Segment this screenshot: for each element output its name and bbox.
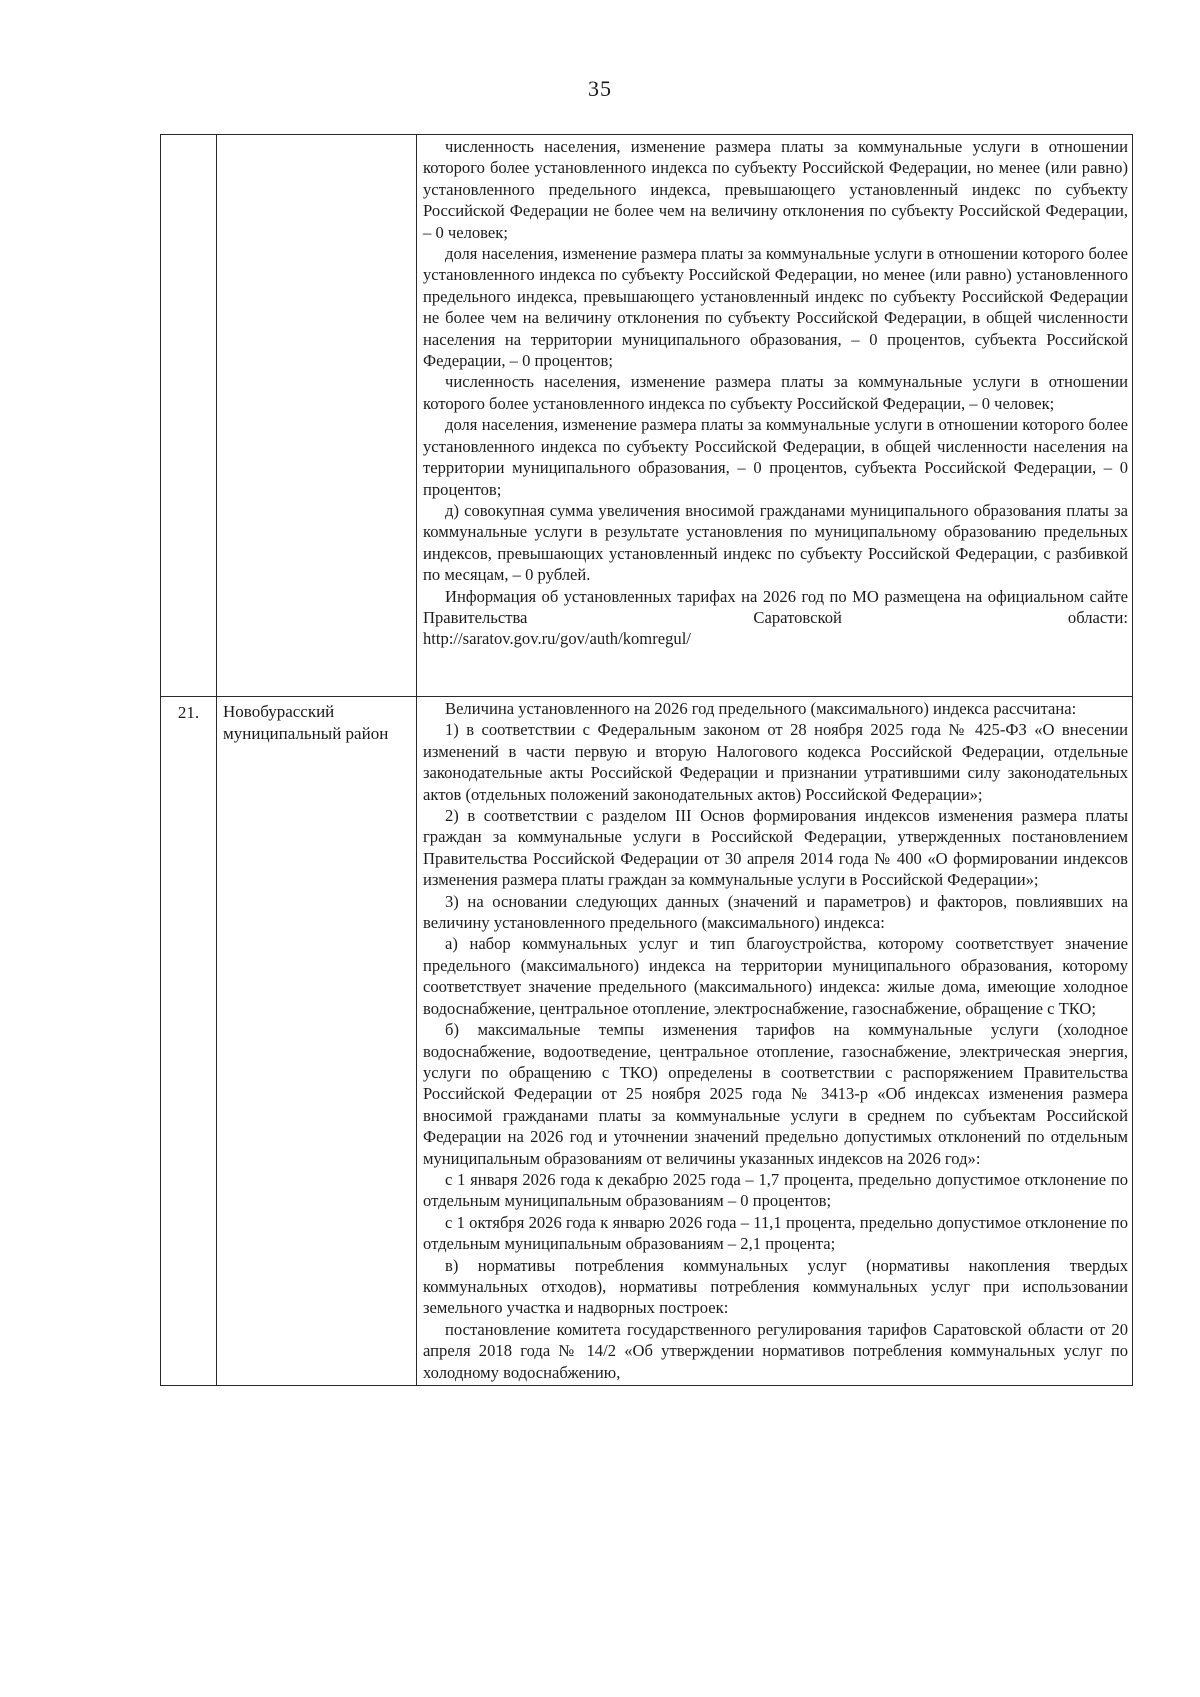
paragraph: численность населения, изменение размера платы за коммунальные услуги в отношении которого более установленного индекса по субъекту Российской Федерации, – 0 человек; [423, 372, 1128, 413]
paragraph: доля населения, изменение размера платы за коммунальные услуги в отношении которого более установленного индекса по субъекту Российской Федерации, но менее (или равно) установленного предельного индекса, превышающего установленный индекс по субъекту Российской Федерации не более чем на величину отклонения по субъекту Российской Федерации, в общей численности населения на территории муниципального образования, – 0 процентов, субъекта Российской Федерации, – 0 процентов; [423, 244, 1128, 371]
paragraph: с 1 января 2026 года к декабрю 2025 года – 1,7 процента, предельно допустимое отклонение по отдельным муниципальным образованиям – 0 процентов; [423, 1169, 1128, 1211]
paragraph: Величина установленного на 2026 год предельного (максимального) индекса рассчитана: [445, 699, 1077, 718]
komregul-link[interactable]: http://saratov.gov.ru/gov/auth/komregul/ [423, 629, 691, 649]
paragraph: Информация об установленных тарифах на 2026 год по МО размещена на официальном сайте Правительства Саратовской области: [423, 586, 1128, 627]
paragraph: а) набор коммунальных услуг и тип благоустройства, которому соответствует значение предельного (максимального) индекса на территории муниципального образования, которому соответствует значение предельного (максимального) индекса: жилые дома, имеющие холодное водоснабжение, центральное отопление, электроснабжение, газоснабжение, обращение с ТКО; [423, 934, 1128, 1018]
paragraph: 2) в соответствии с разделом III Основ формирования индексов изменения размера платы граждан за коммунальные услуги в Российской Федерации, утвержденных постановлением Правительства Российской Федерации от 30 апреля 2014 года № 400 «О формировании индексов изменения размера платы граждан за коммунальные услуги в Российской Федерации»; [423, 806, 1128, 890]
paragraph: 3) на основании следующих данных (значений и параметров) и факторов, повлиявших на величину установленного предельного (максимального) индекса: [423, 891, 1128, 933]
paragraph: д) совокупная сумма увеличения вносимой гражданами муниципального образования платы за коммунальные услуги в результате установления по муниципальному образованию предельных индексов, превышающих установленный индекс по субъекту Российской Федерации, с разбивкой по месяцам, – 0 рублей. [423, 500, 1128, 585]
paragraph: доля населения, изменение размера платы за коммунальные услуги в отношении которого более установленного индекса по субъекту Российской Федерации, в общей численности населения на территории муниципального образования, – 0 процентов, субъекта Российской Федерации, – 0 процентов; [423, 415, 1128, 499]
table-row [161, 697, 1133, 1386]
page-number: 35 [588, 76, 612, 101]
tariff-table [160, 134, 1133, 1386]
paragraph: в) нормативы потребления коммунальных услуг (нормативы накопления твердых коммунальных отходов), нормативы потребления коммунальных услуг при использовании земельного участка и надворных построек: [423, 1255, 1128, 1318]
paragraph: с 1 октября 2026 года к январю 2026 года – 11,1 процента, предельно допустимое отклонение по отдельным муниципальным образованиям – 2,1 процента; [423, 1212, 1128, 1254]
municipality-name-cell [217, 135, 417, 697]
paragraph: постановление комитета государственного регулирования тарифов Саратовской области от 20 апреля 2018 года № 14/2 «Об утверждении нормативов потребления коммунальных услуг по холодному водоснабжению, [423, 1319, 1128, 1382]
description-cell [417, 697, 1133, 1386]
paragraph: 1) в соответствии с Федеральным законом от 28 ноября 2025 года № 425-ФЗ «О внесении изменений в части первую и вторую Налогового кодекса Российской Федерации, отдельные законодательные акты Российской Федерации и признании утратившими силу законодательных актов (отдельных положений законодательных актов) Российской Федерации»; [423, 720, 1128, 804]
municipality-name-cell: Новобурасский муниципальный район [217, 697, 417, 1386]
row-number-cell: 21. [161, 697, 217, 1386]
paragraph: численность населения, изменение размера платы за коммунальные услуги в отношении которого более установленного индекса по субъекту Российской Федерации, но менее (или равно) установленного предельного индекса, превышающего установленный индекс по субъекту Российской Федерации не более чем на величину отклонения по субъекту Российской Федерации, – 0 человек; [423, 137, 1128, 242]
paragraph: б) максимальные темпы изменения тарифов на коммунальные услуги (холодное водоснабжение, водоотведение, центральное отопление, газоснабжение, электрическая энергия, услуги по обращению с ТКО) определены в соответствии с распоряжением Правительства Российской Федерации от 25 ноября 2025 года № 3413-р «Об индексах изменения размера вносимой гражданами платы за коммунальные услуги в среднем по субъектам Российской Федерации на 2026 год и уточнении значений предельно допустимых отклонений по отдельным муниципальным образованиям от величины указанных индексов на 2026 год»: [423, 1020, 1128, 1168]
row-number-cell [161, 135, 217, 697]
description-cell [417, 135, 1133, 697]
table-row [161, 135, 1133, 697]
